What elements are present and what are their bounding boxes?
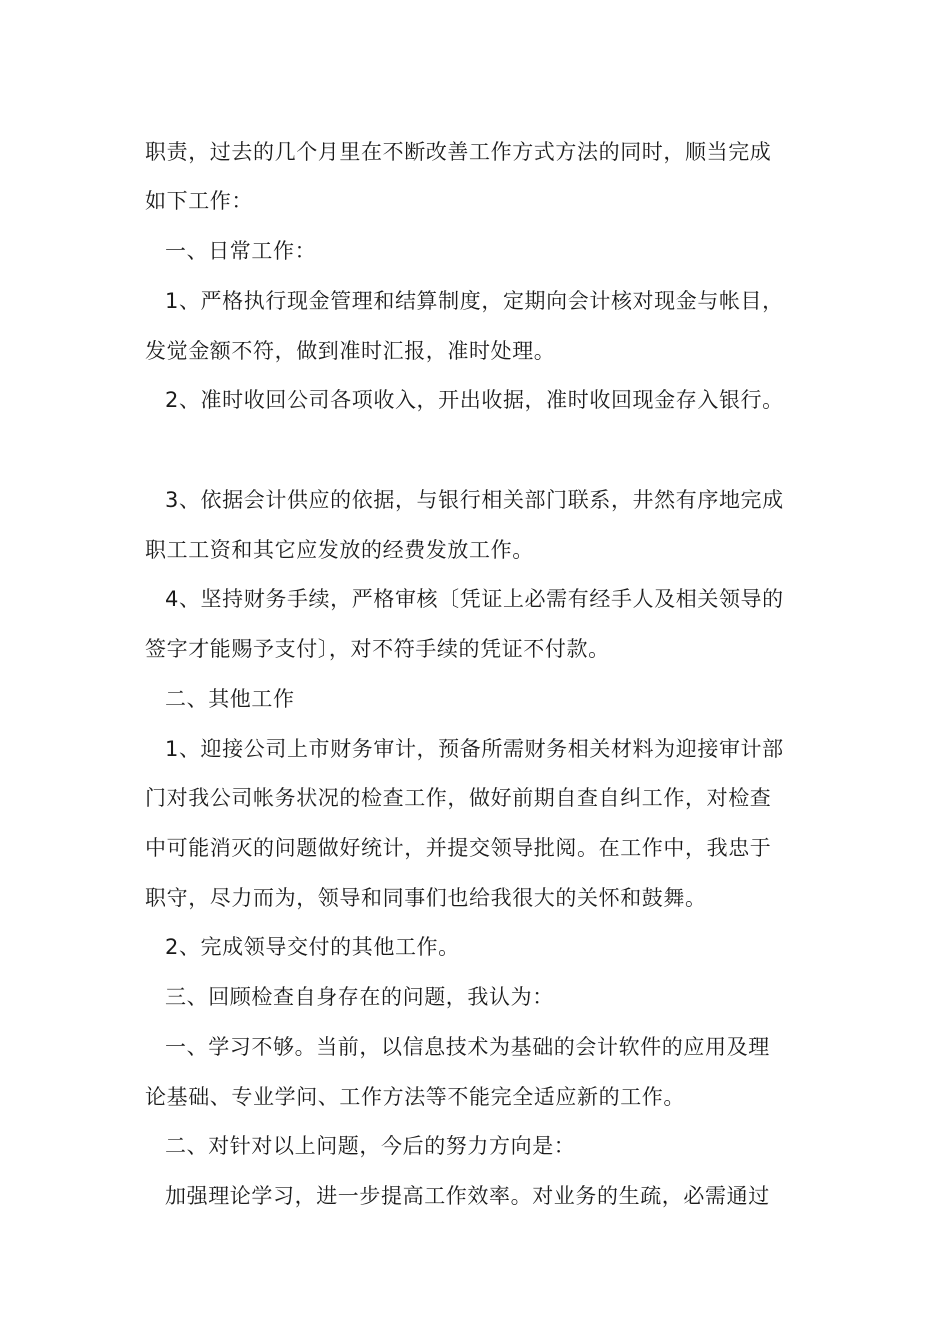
body-line: 发觉金额不符，做到准时汇报，准时处理。 bbox=[145, 339, 556, 363]
body-line: 4、坚持财务手续，严格审核〔凭证上必需有经手人及相关领导的 bbox=[165, 587, 784, 611]
body-line: 1、迎接公司上市财务审计，预备所需财务相关材料为迎接审计部 bbox=[165, 737, 784, 761]
section-heading: 三、回顾检查自身存在的问题，我认为： bbox=[165, 985, 554, 1009]
body-line: 论基础、专业学问、工作方法等不能完全适应新的工作。 bbox=[145, 1085, 685, 1109]
body-line: 职责，过去的几个月里在不断改善工作方式方法的同时，顺当完成 bbox=[145, 140, 772, 164]
body-line: 1、严格执行现金管理和结算制度，定期向会计核对现金与帐目， bbox=[165, 289, 784, 313]
body-line: 门对我公司帐务状况的检查工作，做好前期自查自纠工作，对检查 bbox=[145, 786, 772, 810]
body-line: 如下工作： bbox=[145, 189, 253, 213]
body-line: 中可能消灭的问题做好统计，并提交领导批阅。在工作中，我忠于 bbox=[145, 836, 772, 860]
body-line: 签字才能赐予支付〕，对不符手续的凭证不付款。 bbox=[145, 637, 610, 661]
section-heading: 二、其他工作 bbox=[165, 687, 295, 711]
body-line: 职工工资和其它应发放的经费发放工作。 bbox=[145, 538, 534, 562]
section-heading: 一、日常工作： bbox=[165, 239, 317, 263]
body-line: 加强理论学习，进一步提高工作效率。对业务的生疏，必需通过 bbox=[165, 1184, 770, 1208]
body-line: 二、对针对以上问题，今后的努力方向是： bbox=[165, 1134, 576, 1158]
body-line: 2、完成领导交付的其他工作。 bbox=[165, 935, 460, 959]
body-line: 职守，尽力而为，领导和同事们也给我很大的关怀和鼓舞。 bbox=[145, 886, 707, 910]
body-line: 3、依据会计供应的依据，与银行相关部门联系，井然有序地完成 bbox=[165, 488, 784, 512]
body-line: 一、学习不够。当前，以信息技术为基础的会计软件的应用及理 bbox=[165, 1035, 770, 1059]
body-line: 2、准时收回公司各项收入，开出收据，准时收回现金存入银行。 bbox=[165, 388, 784, 412]
